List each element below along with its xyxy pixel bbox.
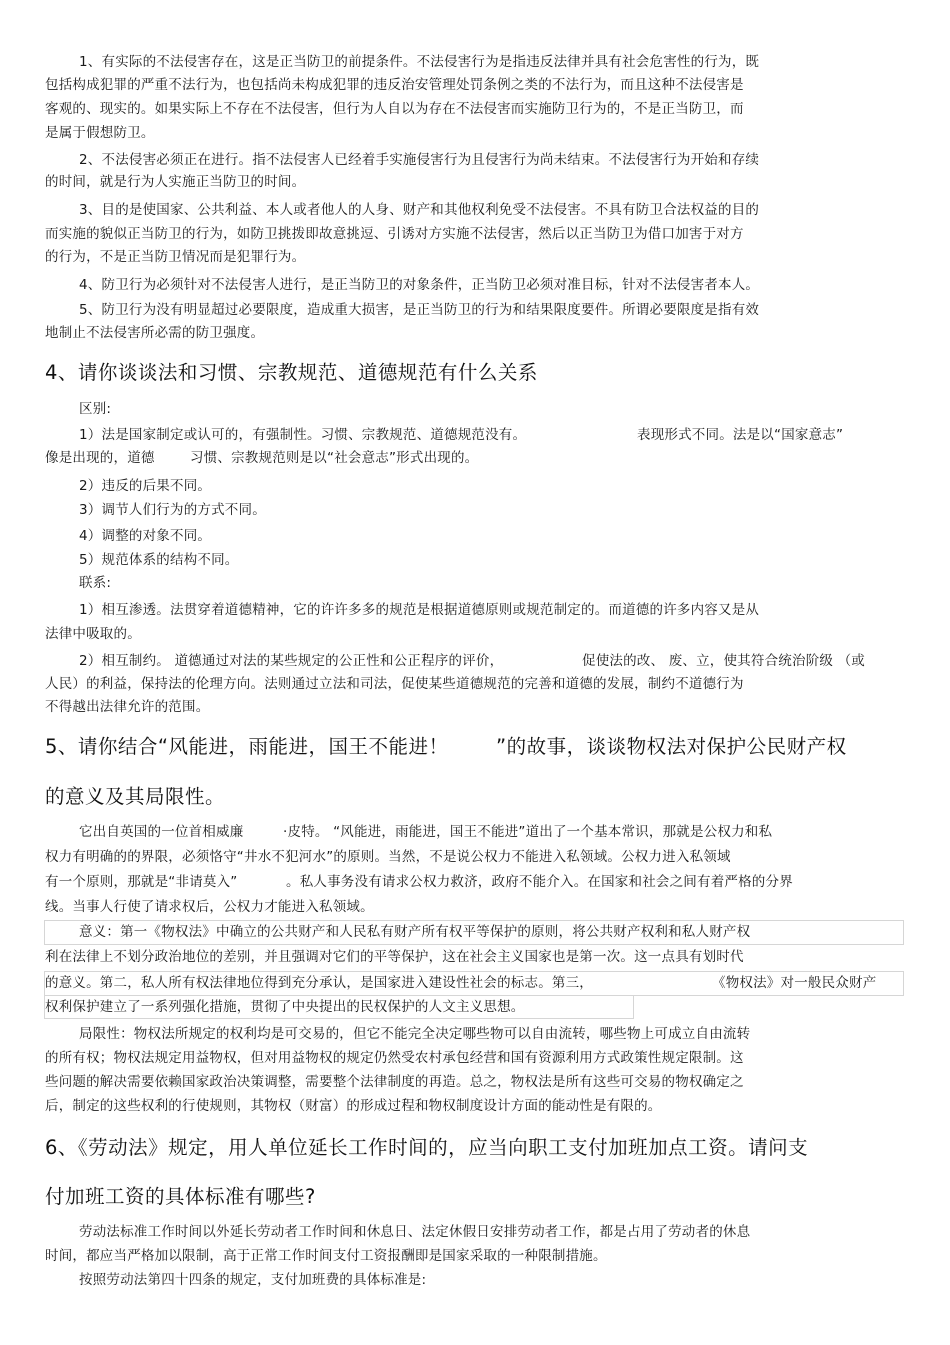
paragraph-line: 4、防卫行为必须针对不法侵害人进行，是正当防卫的对象条件，正当防卫必须对准目标，针对不法侵害者本人。 — [79, 277, 760, 293]
paragraph-line: 些问题的解决需要依赖国家政治决策调整，需要整个法律制度的再造。总之，物权法是所有这些可交易的物权确定之 — [45, 1074, 744, 1090]
paragraph-line: ·皮特。 “风能进，雨能进，国王不能进”道出了一个基本常识，那就是公权力和私 — [283, 824, 773, 840]
section-heading: 4、请你谈谈法和习惯、宗教规范、道德规范有什么关系 — [45, 361, 538, 384]
paragraph-line: 促使法的改、 废、立，使其符合统治阶级 （或 — [582, 653, 865, 669]
paragraph-line: 。私人事务没有请求公权力救济，政府不能介入。在国家和社会之间有着严格的分界 — [286, 874, 793, 890]
paragraph-line: 而实施的貌似正当防卫的行为，如防卫挑拨即故意挑逗、引诱对方实施不法侵害，然后以正当防卫为借口加害于对方 — [45, 226, 744, 242]
paragraph-line: 3、目的是使国家、公共利益、本人或者他人的人身、财产和其他权利免受不法侵害。不具有防卫合法权益的目的 — [79, 202, 760, 218]
list-item: 4）调整的对象不同。 — [79, 528, 212, 544]
paragraph-line: 意义：第一《物权法》中确立的公共财产和人民私有财产所有权平等保护的原则，将公共财产权利和私人财产权 — [79, 924, 751, 940]
paragraph-line: 法律中吸取的。 — [45, 626, 141, 642]
section-heading: ”的故事，谈谈物权法对保护公民财产权 — [496, 735, 847, 758]
paragraph-line: 《物权法》对一般民众财产 — [712, 975, 877, 991]
section-heading: 5、请你结合“风能进，雨能进，国王不能进！ — [45, 735, 449, 758]
paragraph-line: 包括构成犯罪的严重不法行为，也包括尚未构成犯罪的违反治安管理处罚条例之类的不法行为，而且这种不法侵害是 — [45, 77, 744, 93]
paragraph-line: 权力有明确的的界限，必须恪守“井水不犯河水”的原则。当然，不是说公权力不能进入私领域。公权力进入私领域 — [45, 849, 731, 865]
list-item: 5）规范体系的结构不同。 — [79, 552, 239, 568]
paragraph-line: 的时间，就是行为人实施正当防卫的时间。 — [45, 174, 306, 190]
paragraph-line: 的行为，不是正当防卫情况而是犯罪行为。 — [45, 249, 306, 265]
subsection-label: 联系: — [79, 575, 112, 591]
paragraph-line: 1、有实际的不法侵害存在，这是正当防卫的前提条件。不法侵害行为是指违反法律并具有社会危害性的行为，既 — [79, 54, 760, 70]
section-heading: 付加班工资的具体标准有哪些? — [45, 1185, 316, 1208]
paragraph-line: 是属于假想防卫。 — [45, 125, 155, 141]
paragraph-line: 5、防卫行为没有明显超过必要限度，造成重大损害，是正当防卫的行为和结果限度要件。所谓必要限度是指有效 — [79, 302, 760, 318]
paragraph-line: 线。当事人行使了请求权后，公权力才能进入私领域。 — [45, 899, 374, 915]
paragraph-line: 人民）的利益，保持法的伦理方向。法则通过立法和司法，促使某些道德规范的完善和道德的发展，制约不道德行为 — [45, 676, 744, 692]
paragraph-line: 的所有权；物权法规定用益物权，但对用益物权的规定仍然受农村承包经营和国有资源利用方式政策性规定限制。这 — [45, 1050, 744, 1066]
paragraph-line: 1）法是国家制定或认可的，有强制性。习惯、宗教规范、道德规范没有。 — [79, 427, 527, 443]
paragraph-line: 客观的、现实的。如果实际上不存在不法侵害，但行为人自以为存在不法侵害而实施防卫行为的，不是正当防卫，而 — [45, 101, 744, 117]
paragraph-line: 像是出现的，道德 — [45, 450, 155, 466]
section-heading: 6、《劳动法》规定，用人单位延长工作时间的，应当向职工支付加班加点工资。请问支 — [45, 1136, 809, 1159]
paragraph-line: 1）相互渗透。法贯穿着道德精神，它的许许多多的规范是根据道德原则或规范制定的。而道德的许多内容又是从 — [79, 602, 760, 618]
paragraph-line: 它出自英国的一位首相威廉 — [79, 824, 244, 840]
paragraph-line: 表现形式不同。法是以“国家意志” — [637, 427, 844, 443]
paragraph-line: 按照劳动法第四十四条的规定，支付加班费的具体标准是: — [79, 1272, 427, 1288]
paragraph-line: 有一个原则，那就是“非请莫入” — [45, 874, 238, 890]
paragraph-line: 劳动法标准工作时间以外延长劳动者工作时间和休息日、法定休假日安排劳动者工作，都是占用了劳动者的休息 — [79, 1224, 751, 1240]
paragraph-line: 利在法律上不划分政治地位的差别，并且强调对它们的平等保护，这在社会主义国家也是第一次。这一点具有划时代 — [45, 949, 744, 965]
paragraph-line: 后，制定的这些权利的行使规则，其物权（财富）的形成过程和物权制度设计方面的能动性是有限的。 — [45, 1098, 662, 1114]
paragraph-line: 时间，都应当严格加以限制，高于正常工作时间支付工资报酬即是国家采取的一种限制措施。 — [45, 1248, 607, 1264]
paragraph-line: 习惯、宗教规范则是以“社会意志”形式出现的。 — [190, 450, 479, 466]
paragraph-line: 地制止不法侵害所必需的防卫强度。 — [45, 325, 265, 341]
list-item: 2）违反的后果不同。 — [79, 478, 212, 494]
paragraph-line: 权利保护建立了一系列强化措施，贯彻了中央提出的民权保护的人文主义思想。 — [45, 999, 525, 1015]
paragraph-line: 不得越出法律允许的范围。 — [45, 699, 210, 715]
paragraph-line: 的意义。第二，私人所有权法律地位得到充分承认，是国家进入建设性社会的标志。第三， — [45, 975, 593, 991]
section-heading: 的意义及其局限性。 — [45, 785, 226, 808]
paragraph-line: 2、不法侵害必须正在进行。指不法侵害人已经着手实施侵害行为且侵害行为尚未结束。不法侵害行为开始和存续 — [79, 152, 760, 168]
paragraph-line: 2）相互制约。 道德通过对法的某些规定的公正性和公正程序的评价， — [79, 653, 504, 669]
subsection-label: 区别: — [79, 401, 112, 417]
paragraph-line: 局限性：物权法所规定的权利均是可交易的，但它不能完全决定哪些物可以自由流转，哪些物上可成立自由流转 — [79, 1026, 751, 1042]
list-item: 3）调节人们行为的方式不同。 — [79, 502, 266, 518]
